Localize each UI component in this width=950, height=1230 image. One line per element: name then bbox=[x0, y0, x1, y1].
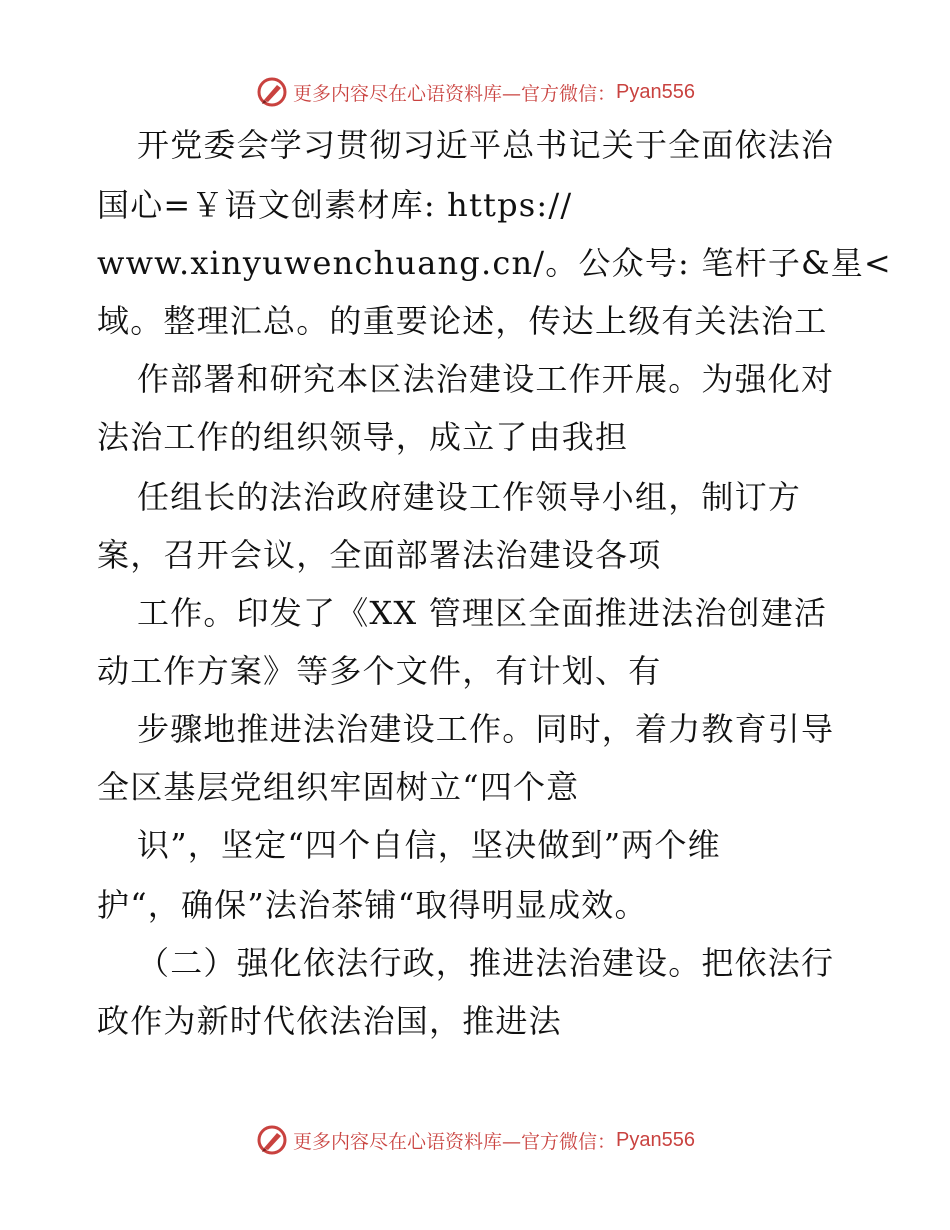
text-line: 全区基层党组织牢固树立“四个意 bbox=[97, 768, 580, 806]
watermark-handle: Pyan556 bbox=[616, 1128, 695, 1151]
text-line: 政作为新时代依法治国，推进法 bbox=[97, 1002, 562, 1040]
text-line: www.xinyuwenchuang.cn/。公众号: 笔杆子&星< bbox=[97, 244, 892, 282]
text-line: 护“，确保”法治茶铺“取得明显成效。 bbox=[97, 886, 648, 924]
text-line: 国心=￥语文创素材库: https:// bbox=[97, 186, 573, 224]
text-line: 域。整理汇总。的重要论述，传达上级有关法治工 bbox=[97, 302, 828, 340]
pen-logo-icon bbox=[255, 75, 289, 109]
text-line: 作部署和研究本区法治建设工作开展。为强化对 bbox=[137, 360, 835, 398]
watermark-text: 更多内容尽在心语资料库—官方微信： bbox=[293, 82, 617, 105]
text-line: 案，召开会议，全面部署法治建设各项 bbox=[97, 536, 662, 574]
text-line: 任组长的法治政府建设工作领导小组，制订方 bbox=[137, 478, 802, 516]
text-line: 动工作方案》等多个文件，有计划、有 bbox=[97, 652, 662, 690]
pen-logo-icon bbox=[255, 1123, 289, 1157]
text-line: （二）强化依法行政，推进法治建设。把依法行 bbox=[137, 944, 835, 982]
watermark-text: 更多内容尽在心语资料库—官方微信： bbox=[293, 1130, 617, 1153]
text-line: 开党委会学习贯彻习近平总书记关于全面依法治 bbox=[137, 126, 835, 164]
text-line: 识”，坚定“四个自信，坚决做到”两个维 bbox=[137, 826, 721, 864]
watermark-handle: Pyan556 bbox=[616, 80, 695, 103]
text-line: 工作。印发了《XX 管理区全面推进法治创建活 bbox=[137, 594, 828, 632]
header-watermark bbox=[0, 72, 950, 112]
footer-watermark bbox=[0, 1120, 950, 1160]
text-line: 法治工作的组织领导，成立了由我担 bbox=[97, 418, 629, 456]
text-line: 步骤地推进法治建设工作。同时，着力教育引导 bbox=[137, 710, 835, 748]
